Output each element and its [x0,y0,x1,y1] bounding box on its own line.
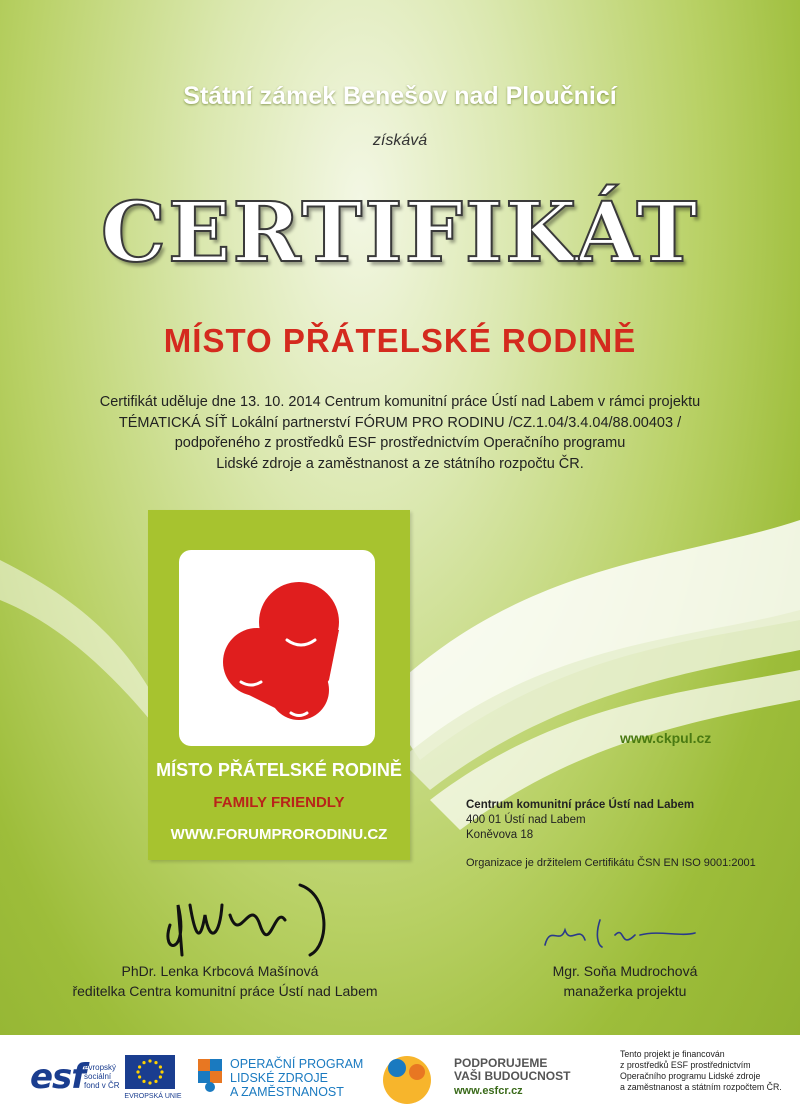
funding-line: Tento projekt je financován [620,1049,725,1059]
esf-logo: esf [30,1057,86,1097]
body-line: Certifikát uděluje dne 13. 10. 2014 Centrum komunitní práce Ústí nad Labem v rámci projektu [99,394,701,410]
funding-line: z prostředků ESF prostřednictvím [620,1060,751,1070]
esf-caption-line: sociální [84,1072,112,1081]
badge-logo-card [179,550,375,746]
signature-right [540,915,700,955]
recipient-name: Státní zámek Benešov nad Ploučnicí [183,82,617,110]
family-friendly-badge [148,510,410,860]
badge-url: WWW.FORUMPRORODINU.CZ [170,826,388,843]
iso-certification-note: Organizace je držitelem Certifikátu ČSN EN ISO 9001:2001 [466,857,756,869]
op-program-line: A ZAMĚSTNANOST [230,1085,344,1099]
badge-subtitle: FAMILY FRIENDLY [213,794,345,811]
certificate-body [0,392,800,474]
heart-family-icon [179,550,375,746]
issuer-address-line: Koněvova 18 [466,829,534,841]
issuer-address-line: 400 01 Ústí nad Labem [466,814,586,826]
op-program-icon [196,1055,226,1095]
esfcr-link[interactable]: www.esfcr.cz [454,1085,523,1097]
eu-caption: EVROPSKÁ UNIE [124,1093,182,1100]
signatory-name: PhDr. Lenka Krbcová Mašínová [121,963,319,979]
esf-caption-line: evropský [84,1063,117,1072]
issuer-address [466,798,694,843]
signatory-name: Mgr. Soňa Mudrochová [552,963,698,979]
esf-caption [84,1063,120,1090]
signatory-role: ředitelka Centra komunitní práce Ústí nad Labem [72,983,378,999]
title-container [0,185,800,285]
body-line: Lidské zdroje a zaměstnanost a ze státního rozpočtu ČR. [216,455,584,472]
issuer-name: Centrum komunitní práce Ústí nad Labem [466,799,695,811]
badge-title: MÍSTO PŘÁTELSKÉ RODINĚ [156,760,402,780]
op-program-line: LIDSKÉ ZDROJE [230,1071,328,1085]
support-line: PODPORUJEME [454,1056,548,1070]
signature-left [150,875,350,965]
funding-line: a zaměstnanost a státním rozpočtem ČR. [620,1082,782,1092]
funding-statement [620,1049,782,1093]
body-line: TÉMATICKÁ SÍŤ Lokální partnerství FÓRUM PRO RODINU /CZ.1.04/3.4.04/88.00403 / [118,414,682,431]
funding-footer [0,1035,800,1116]
op-program-text [230,1057,363,1099]
support-line: VAŠI BUDOUCNOST [454,1069,571,1083]
esf-caption-line: fond v ČR [84,1081,120,1090]
certificate-subtitle: MÍSTO PŘÁTELSKÉ RODINĚ [163,322,637,359]
ckp-logo-icon [372,1050,442,1110]
website-link[interactable]: www.ckpul.cz [620,730,712,746]
body-line: podpořeného z prostředků ESF prostřednictvím Operačního programu [174,435,626,451]
signatory-role: manažerka projektu [563,983,687,999]
receives-label: získává [372,132,428,149]
op-program-line: OPERAČNÍ PROGRAM [230,1057,364,1071]
funding-line: Operačního programu Lidské zdroje [620,1071,761,1081]
support-slogan [454,1057,570,1083]
certificate-title: CERTIFIKÁT [100,185,700,281]
eu-flag-icon [125,1055,175,1089]
